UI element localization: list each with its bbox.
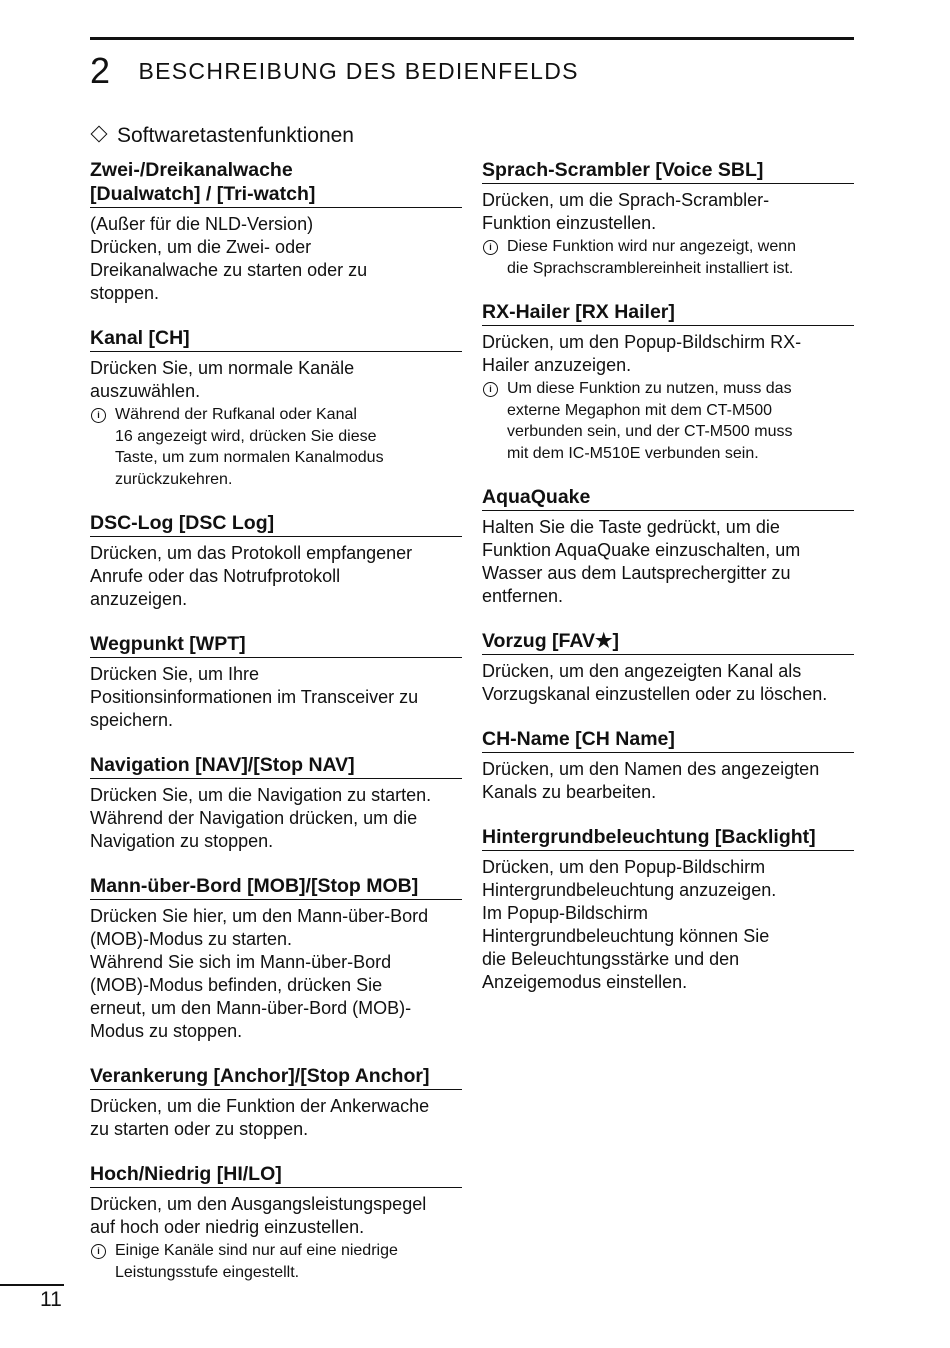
section-body: Drücken, um den Popup-Bildschirm Hintergrundbeleuchtung anzuzeigen. Im Popup-Bildschirm Hintergrundbeleuchtung können Sie die Beleuchtungsstärke und den Anzeigemodus einstellen. xyxy=(482,857,777,992)
section-title: Vorzug [FAV★] xyxy=(482,629,854,655)
note-text: Um diese Funktion zu nutzen, muss das externe Megaphon mit dem CT-M500 verbunden sein, und der CT-M500 muss mit dem IC-M510E verbunden sein. xyxy=(507,380,793,462)
subheading-text: Softwaretastenfunktionen xyxy=(117,124,354,147)
note xyxy=(90,1240,462,1283)
section-body: Drücken, um die Funktion der Ankerwache zu starten oder zu stoppen. xyxy=(90,1096,430,1139)
section-title: DSC-Log [DSC Log] xyxy=(90,511,462,537)
function-section xyxy=(90,1162,462,1283)
info-icon: i xyxy=(91,1244,106,1259)
section-title: Verankerung [Anchor]/[Stop Anchor] xyxy=(90,1064,462,1090)
left-column xyxy=(90,158,462,1304)
section-title: Kanal [CH] xyxy=(90,326,462,352)
function-section xyxy=(90,158,462,305)
chapter-number: 2 xyxy=(90,50,111,91)
function-section xyxy=(90,753,462,853)
section-title: Hintergrundbeleuchtung [Backlight] xyxy=(482,825,854,851)
subheading xyxy=(90,124,354,148)
section-title: CH-Name [CH Name] xyxy=(482,727,854,753)
chapter-title: BESCHREIBUNG DES BEDIENFELDS xyxy=(138,57,579,84)
section-title: Mann-über-Bord [MOB]/[Stop MOB] xyxy=(90,874,462,900)
note-text: Während der Rufkanal oder Kanal 16 angezeigt wird, drücken Sie diese Taste, um zum normalen Kanalmodus zurückzukehren. xyxy=(115,406,384,488)
section-body: Drücken Sie, um Ihre Positionsinformationen im Transceiver zu speichern. xyxy=(90,664,419,730)
info-icon: i xyxy=(483,382,498,397)
top-rule xyxy=(90,37,854,40)
function-section xyxy=(90,874,462,1043)
note xyxy=(482,378,854,464)
page-number: 11 xyxy=(40,1288,62,1311)
section-title: RX-Hailer [RX Hailer] xyxy=(482,300,854,326)
note xyxy=(482,236,854,279)
function-section xyxy=(482,825,854,994)
function-section xyxy=(482,300,854,464)
section-title: Zwei-/Dreikanalwache [Dualwatch] / [Tri-watch] xyxy=(90,158,462,208)
section-body: Drücken Sie, um normale Kanäle auszuwählen. xyxy=(90,358,355,401)
function-section xyxy=(90,511,462,611)
section-body: Drücken, um den Ausgangsleistungspegel auf hoch oder niedrig einzustellen. xyxy=(90,1194,427,1237)
section-body: Drücken Sie hier, um den Mann-über-Bord (MOB)-Modus zu starten. Während Sie sich im Mann-über-Bord (MOB)-Modus befinden, drücken Sie erneut, um den Mann-über-Bord (MOB)- Modus zu stoppen. xyxy=(90,906,429,1041)
footer-rule xyxy=(0,1284,64,1286)
section-body: Drücken, um den Popup-Bildschirm RX- Hailer anzuzeigen. xyxy=(482,332,802,375)
note xyxy=(90,404,462,490)
section-title: Navigation [NAV]/[Stop NAV] xyxy=(90,753,462,779)
info-icon: i xyxy=(483,240,498,255)
section-body: Halten Sie die Taste gedrückt, um die Funktion AquaQuake einzuschalten, um Wasser aus dem Lautsprechergitter zu entfernen. xyxy=(482,517,801,606)
section-body: (Außer für die NLD-Version) Drücken, um die Zwei- oder Dreikanalwache zu starten oder zu stoppen. xyxy=(90,214,368,303)
section-title: Wegpunkt [WPT] xyxy=(90,632,462,658)
chapter-heading xyxy=(90,50,579,92)
function-section xyxy=(482,485,854,608)
function-section xyxy=(482,158,854,279)
section-body: Drücken Sie, um die Navigation zu starten. Während der Navigation drücken, um die Navigation zu stoppen. xyxy=(90,785,432,851)
section-title: Hoch/Niedrig [HI/LO] xyxy=(90,1162,462,1188)
section-body: Drücken, um das Protokoll empfangener Anrufe oder das Notrufprotokoll anzuzeigen. xyxy=(90,543,413,609)
section-body: Drücken, um den angezeigten Kanal als Vorzugskanal einzustellen oder zu löschen. xyxy=(482,661,828,704)
note-text: Diese Funktion wird nur angezeigt, wenn die Sprachscramblereinheit installiert ist. xyxy=(507,238,797,277)
diamond-icon xyxy=(91,126,108,143)
function-section xyxy=(90,1064,462,1141)
right-column xyxy=(482,158,854,1015)
function-section xyxy=(482,629,854,706)
section-body: Drücken, um den Namen des angezeigten Kanals zu bearbeiten. xyxy=(482,759,820,802)
function-section xyxy=(90,326,462,490)
section-body: Drücken, um die Sprach-Scrambler- Funktion einzustellen. xyxy=(482,190,770,233)
function-section xyxy=(90,632,462,732)
section-title: AquaQuake xyxy=(482,485,854,511)
note-text: Einige Kanäle sind nur auf eine niedrige Leistungsstufe eingestellt. xyxy=(115,1242,398,1281)
function-section xyxy=(482,727,854,804)
info-icon: i xyxy=(91,408,106,423)
section-title: Sprach-Scrambler [Voice SBL] xyxy=(482,158,854,184)
